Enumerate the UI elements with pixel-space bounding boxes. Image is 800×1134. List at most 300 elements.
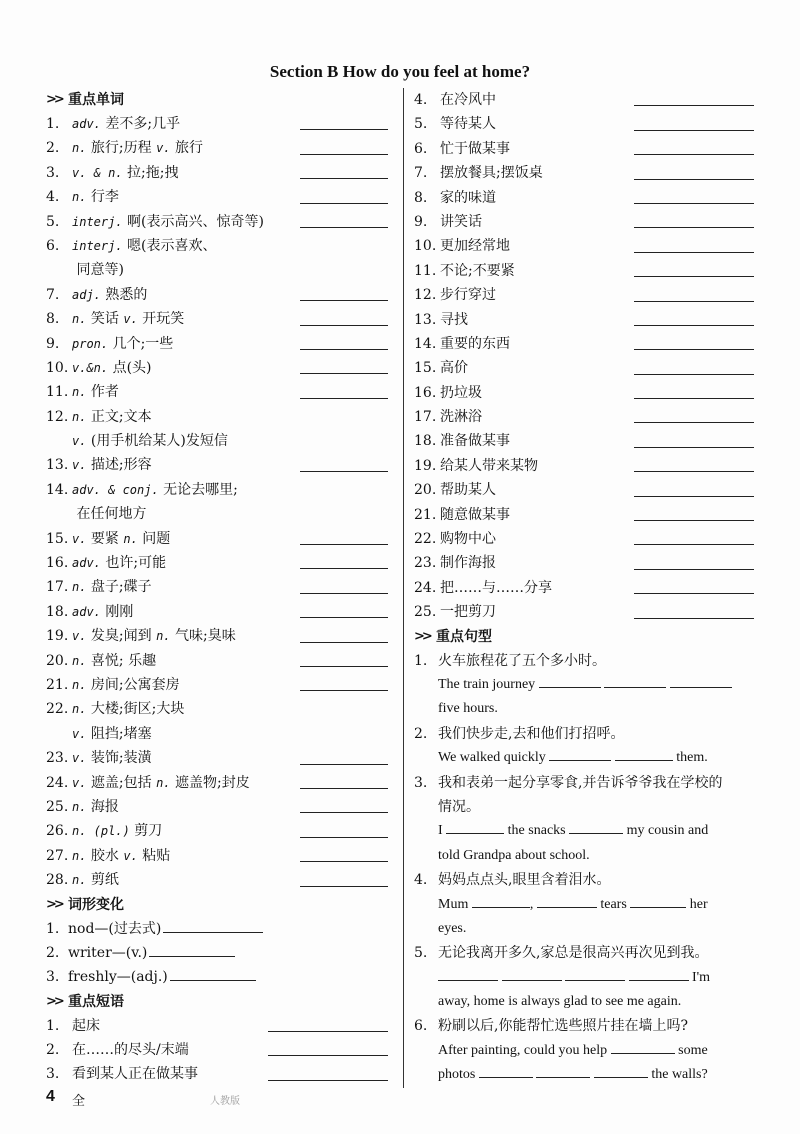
item-number: 12. [46, 408, 69, 425]
item-number: 17. [414, 409, 437, 426]
phrase-meaning: 摆放餐具;摆饭桌 [440, 165, 543, 182]
meaning: 点(头) [112, 359, 152, 376]
answer-blank[interactable] [634, 179, 754, 180]
item-number: 18. [414, 433, 437, 450]
answer-blank[interactable] [300, 886, 388, 887]
meaning: 差不多;几乎 [105, 116, 181, 132]
answer-blank[interactable] [268, 1031, 388, 1032]
word-row [46, 356, 388, 380]
part-of-speech: n. [72, 799, 87, 814]
answer-blank[interactable] [630, 893, 686, 908]
answer-blank[interactable] [611, 1039, 675, 1054]
sentence-en: photos the walls? [414, 1063, 754, 1087]
phrase-row [414, 478, 754, 502]
part-of-speech: n. (pl.) [72, 824, 130, 839]
answer-blank[interactable] [634, 618, 754, 619]
phrase-row [414, 600, 754, 624]
item-number: 18. [46, 603, 69, 620]
answer-blank[interactable] [300, 764, 388, 765]
meaning: 喜悦; 乐趣 [90, 652, 157, 669]
word-row [46, 185, 388, 209]
answer-blank[interactable] [634, 130, 754, 131]
answer-blank[interactable] [300, 129, 388, 130]
answer-blank[interactable] [634, 325, 754, 326]
item-number: 14. [46, 481, 69, 498]
phrase-meaning: 洗淋浴 [440, 409, 482, 426]
phrase-meaning: 讲笑话 [440, 213, 482, 230]
item-number: 2. [46, 944, 60, 961]
answer-blank[interactable] [472, 893, 530, 908]
meaning: 剪刀 [134, 823, 163, 840]
answer-blank[interactable] [634, 252, 754, 253]
item-number: 13. [414, 311, 437, 328]
page-number: 4 [46, 1088, 55, 1105]
meaning: 旅行;历程 [90, 140, 152, 157]
item-number: 7. [414, 165, 428, 182]
part-of-speech: n. [72, 653, 87, 668]
answer-blank[interactable] [170, 966, 256, 981]
item-number: 14. [414, 335, 437, 352]
phrase-row [414, 381, 754, 405]
answer-blank[interactable] [268, 1055, 388, 1056]
meaning: 同意等) [76, 262, 124, 279]
part-of-speech: pron. [72, 336, 109, 351]
item-number: 11. [414, 262, 437, 279]
answer-blank[interactable] [634, 105, 754, 106]
answer-blank[interactable] [634, 520, 754, 521]
phrase-meaning: 寻找 [440, 311, 468, 328]
word-row [46, 161, 388, 185]
part-of-speech: v.&n. [72, 360, 109, 375]
part-of-speech: n. [72, 190, 87, 205]
item-number: 2. [46, 140, 60, 157]
phrase-row [414, 137, 754, 161]
answer-blank[interactable] [634, 544, 754, 545]
meaning: 装饰;装潢 [90, 750, 152, 767]
sentence-en: The train journey [414, 673, 754, 697]
answer-blank[interactable] [634, 374, 754, 375]
phrase-row [414, 405, 754, 429]
answer-blank[interactable] [300, 178, 388, 179]
meaning: 气味;臭味 [174, 628, 236, 645]
sentence-cn: 情况。 [438, 798, 480, 815]
item-number: 24. [46, 774, 69, 791]
double-chevron-icon: >> [46, 896, 62, 912]
meaning: 熟悉的 [105, 286, 148, 303]
word-row [46, 453, 388, 477]
meaning: 盘子;碟子 [90, 579, 152, 596]
sentence-cn: 6. 粉刷以后,你能帮忙选些照片挂在墙上吗? [414, 1018, 688, 1035]
answer-blank[interactable] [300, 568, 388, 569]
phrase-meaning: 起床 [72, 1017, 100, 1034]
phrase-meaning: 在冷风中 [440, 92, 496, 108]
part-of-speech: v. [72, 434, 87, 449]
right-column [414, 88, 754, 1088]
meaning: 要紧 [90, 530, 119, 547]
item-number: 1. [46, 1017, 60, 1034]
item-number: 17. [46, 579, 69, 596]
answer-blank[interactable] [604, 673, 666, 688]
item-number: 5. [46, 213, 60, 230]
word-row [46, 673, 388, 697]
part-of-speech: n. [72, 848, 87, 863]
word-list [46, 112, 388, 893]
part-of-speech: n. [156, 775, 171, 790]
meaning: 发臭;闻到 [90, 628, 152, 645]
phrase-row [414, 234, 754, 258]
phrase-row [414, 576, 754, 600]
phrase-meaning: 看到某人正在做某事 [72, 1066, 198, 1083]
phrase-meaning: 制作海报 [440, 555, 496, 572]
answer-blank[interactable] [594, 1063, 648, 1078]
meaning: 正文;文本 [90, 408, 152, 425]
answer-blank[interactable] [536, 1063, 590, 1078]
answer-blank[interactable] [629, 966, 689, 981]
phrase-meaning: 扔垃圾 [440, 384, 482, 401]
answer-blank[interactable] [438, 966, 498, 981]
answer-blank[interactable] [539, 673, 601, 688]
item-number: 13. [46, 457, 69, 474]
phrase-row [414, 88, 754, 112]
answer-blank[interactable] [634, 203, 754, 204]
answer-blank[interactable] [300, 861, 388, 862]
sentence-cn: 4. 妈妈点点头,眼里含着泪水。 [414, 872, 611, 889]
double-chevron-icon: >> [414, 628, 430, 644]
meaning: 拉;拖;拽 [127, 164, 179, 181]
word-row [46, 649, 388, 673]
item-number: 15. [414, 360, 437, 377]
part-of-speech: v. [72, 751, 87, 766]
answer-blank[interactable] [300, 666, 388, 667]
answer-blank[interactable] [446, 819, 504, 834]
item-number: 22. [414, 531, 437, 548]
answer-blank[interactable] [300, 837, 388, 838]
phrase-row [414, 527, 754, 551]
item-number: 6. [414, 140, 428, 157]
double-chevron-icon: >> [46, 92, 62, 107]
phrase-meaning: 家的味道 [440, 189, 496, 206]
meaning: 嗯(表示喜欢、 [127, 237, 217, 254]
phrase-row [46, 1062, 388, 1086]
phrase-row [414, 283, 754, 307]
word-row [46, 210, 388, 234]
part-of-speech: v. [72, 531, 87, 546]
answer-blank[interactable] [634, 593, 754, 594]
meaning: 遮盖;包括 [90, 774, 152, 791]
item-number: 25. [414, 604, 437, 621]
word-row [46, 551, 388, 575]
word-row [46, 234, 388, 258]
answer-blank[interactable] [479, 1063, 533, 1078]
phrase-meaning: 在……的尽头/末端 [72, 1042, 189, 1059]
part-of-speech: interj. [72, 238, 123, 253]
sentence-en: I the snacks my cousin and [414, 819, 754, 843]
answer-blank[interactable] [634, 447, 754, 448]
meaning: 作者 [90, 384, 119, 401]
item-number: 10. [414, 238, 437, 255]
item-number: 26. [46, 823, 69, 840]
meaning: 海报 [90, 798, 119, 815]
answer-blank[interactable] [502, 966, 562, 981]
meaning: 描述;形容 [90, 457, 152, 474]
item-number: 28. [46, 872, 69, 889]
word-row [46, 478, 388, 502]
answer-blank[interactable] [300, 788, 388, 789]
word-row [46, 624, 388, 648]
item-number: 3. [46, 1066, 60, 1083]
word-form-row [46, 941, 388, 965]
meaning: 在任何地方 [76, 506, 147, 523]
phrase-meaning: 更加经常地 [440, 238, 510, 255]
part-of-speech: v. [123, 312, 138, 327]
meaning: 剪纸 [90, 872, 119, 889]
left-column [46, 88, 388, 1087]
footer-glyph: 全 [72, 1094, 86, 1109]
item-number: 3. [46, 969, 60, 986]
phrase-list-left [46, 1014, 388, 1087]
part-of-speech: adj. [72, 287, 101, 302]
phrase-row [414, 308, 754, 332]
word-row [46, 771, 388, 795]
meaning: 阻挡;堵塞 [90, 725, 152, 742]
sentence-en: Mum , tears her [414, 893, 754, 917]
answer-blank[interactable] [300, 373, 388, 374]
phrase-meaning: 重要的东西 [440, 335, 510, 352]
answer-blank[interactable] [163, 918, 263, 933]
section-heading-phrases: >> 重点短语 [46, 990, 388, 1014]
word-row [46, 502, 388, 526]
word-form-row [46, 965, 388, 989]
word-row [46, 722, 388, 746]
item-number: 11. [46, 384, 69, 401]
part-of-speech: n. [72, 312, 87, 327]
answer-blank[interactable] [300, 349, 388, 350]
meaning: 大楼;街区;大块 [90, 701, 185, 718]
phrase-row [46, 1038, 388, 1062]
answer-blank[interactable] [549, 746, 611, 761]
answer-blank[interactable] [565, 966, 625, 981]
phrase-row [414, 161, 754, 185]
word-row [46, 697, 388, 721]
item-number: 23. [414, 555, 437, 572]
phrase-meaning: 把……与……分享 [440, 579, 552, 596]
part-of-speech: v. [72, 726, 87, 741]
footer-faint-text: 人教版 [210, 1096, 240, 1107]
meaning: 胶水 [90, 847, 119, 864]
item-number: 7. [46, 286, 60, 303]
phrase-meaning: 帮助某人 [440, 482, 496, 499]
meaning: 旅行 [174, 140, 203, 157]
word-form-row [46, 917, 388, 941]
answer-blank[interactable] [634, 496, 754, 497]
item-number: 8. [46, 311, 60, 328]
answer-blank[interactable] [634, 349, 754, 350]
answer-blank[interactable] [300, 203, 388, 204]
word-form-list [46, 917, 388, 990]
item-number: 9. [414, 213, 428, 230]
item-number: 4. [414, 92, 428, 108]
meaning: 问题 [142, 530, 171, 547]
answer-blank[interactable] [300, 690, 388, 691]
part-of-speech: adv. [72, 604, 101, 619]
phrase-list-right [414, 88, 754, 625]
part-of-speech: n. [72, 580, 87, 595]
item-number: 3. [46, 164, 60, 181]
meaning: 行李 [90, 189, 119, 206]
part-of-speech: n. [72, 677, 87, 692]
sentence-en: away, home is always glad to see me again. [438, 994, 682, 1010]
part-of-speech: n. [72, 141, 87, 156]
meaning: 几个;一些 [112, 335, 174, 352]
answer-blank[interactable] [268, 1080, 388, 1081]
answer-blank[interactable] [300, 154, 388, 155]
phrase-meaning: 高价 [440, 360, 468, 377]
item-number: 2. [46, 1042, 60, 1059]
word-form-prompt: nod—(过去式) [68, 920, 162, 937]
item-number: 22. [46, 701, 69, 718]
sentence-cn: 3. 我和表弟一起分享零食,并告诉爷爷我在学校的 [414, 774, 723, 791]
item-number: 21. [46, 676, 69, 693]
phrase-row [414, 503, 754, 527]
word-row [46, 868, 388, 892]
word-row [46, 380, 388, 404]
meaning: 无论去哪里; [163, 481, 238, 498]
answer-blank[interactable] [300, 398, 388, 399]
phrase-row [414, 186, 754, 210]
phrase-row [414, 112, 754, 136]
word-form-prompt: freshly—(adj.) [68, 969, 168, 986]
answer-blank[interactable] [634, 301, 754, 302]
answer-blank[interactable] [634, 422, 754, 423]
part-of-speech: n. [72, 385, 87, 400]
double-chevron-icon: >> [46, 993, 62, 1009]
phrase-meaning: 等待某人 [440, 116, 496, 133]
answer-blank[interactable] [300, 617, 388, 618]
item-number: 5. [414, 116, 428, 133]
part-of-speech: v. [156, 141, 171, 156]
phrase-meaning: 不论;不要紧 [440, 262, 515, 279]
word-row [46, 575, 388, 599]
part-of-speech: n. [72, 873, 87, 888]
sentence-en: five hours. [438, 701, 498, 717]
phrase-row [414, 210, 754, 234]
item-number: 20. [414, 482, 437, 499]
word-row [46, 600, 388, 624]
sentence-en: We walked quickly them. [414, 746, 754, 770]
answer-blank[interactable] [300, 325, 388, 326]
item-number: 1. [46, 920, 60, 937]
word-row [46, 844, 388, 868]
item-number: 6. [46, 237, 60, 254]
item-number: 19. [46, 628, 69, 645]
meaning: 也许;可能 [105, 555, 167, 572]
meaning: 啊(表示高兴、惊奇等) [127, 213, 264, 230]
phrase-row [414, 551, 754, 575]
section-heading-sentences: >> 重点句型 [414, 625, 754, 649]
phrase-meaning: 购物中心 [440, 531, 496, 548]
meaning: 笑话 [90, 311, 119, 328]
answer-blank[interactable] [634, 569, 754, 570]
phrase-meaning: 一把剪刀 [440, 604, 496, 621]
answer-blank[interactable] [634, 227, 754, 228]
sentence-en: eyes. [438, 920, 467, 936]
part-of-speech: n. [156, 629, 171, 644]
phrase-row [46, 1014, 388, 1038]
meaning: 遮盖物;封皮 [174, 774, 250, 791]
answer-blank[interactable] [300, 227, 388, 228]
part-of-speech: v. [123, 848, 138, 863]
answer-blank[interactable] [300, 471, 388, 472]
word-row [46, 819, 388, 843]
answer-blank[interactable] [300, 642, 388, 643]
part-of-speech: adv. [72, 117, 101, 131]
word-row [46, 136, 388, 160]
item-number: 27. [46, 847, 69, 864]
phrase-row [414, 259, 754, 283]
part-of-speech: n. [72, 702, 87, 717]
word-row [46, 307, 388, 331]
part-of-speech: v. [72, 775, 87, 790]
answer-blank[interactable] [615, 746, 673, 761]
section-heading-words: >> 重点单词 [46, 88, 388, 112]
meaning: 刚刚 [105, 603, 134, 620]
item-number: 19. [414, 457, 437, 474]
answer-blank[interactable] [300, 812, 388, 813]
word-row [46, 332, 388, 356]
item-number: 12. [414, 287, 437, 304]
item-number: 9. [46, 335, 60, 352]
answer-blank[interactable] [634, 154, 754, 155]
item-number: 10. [46, 359, 69, 376]
item-number: 16. [46, 555, 69, 572]
word-row [46, 283, 388, 307]
meaning: 粘贴 [142, 847, 171, 864]
word-row [46, 405, 388, 429]
item-number: 4. [46, 189, 60, 206]
meaning: (用手机给某人)发短信 [90, 433, 228, 450]
answer-blank[interactable] [537, 893, 597, 908]
answer-blank[interactable] [569, 819, 623, 834]
phrase-meaning: 准备做某事 [440, 433, 510, 450]
answer-blank[interactable] [300, 593, 388, 594]
item-number: 16. [414, 384, 437, 401]
sentence-cn: 2. 我们快步走,去和他们打招呼。 [414, 725, 625, 742]
phrase-meaning: 随意做某事 [440, 506, 510, 523]
item-number: 8. [414, 189, 428, 206]
sentence-en: After painting, could you help some [414, 1039, 754, 1063]
item-number: 15. [46, 530, 69, 547]
answer-blank[interactable] [149, 942, 235, 957]
answer-blank[interactable] [670, 673, 732, 688]
phrase-row [414, 454, 754, 478]
item-number: 21. [414, 506, 437, 523]
word-row [46, 527, 388, 551]
answer-blank[interactable] [634, 398, 754, 399]
word-row [46, 795, 388, 819]
phrase-row [414, 332, 754, 356]
item-number: 24. [414, 579, 437, 596]
page-title: Section B How do you feel at home? [269, 62, 531, 81]
answer-blank[interactable] [300, 300, 388, 301]
answer-blank[interactable] [634, 276, 754, 277]
answer-blank[interactable] [300, 544, 388, 545]
word-row [46, 429, 388, 453]
phrase-row [414, 356, 754, 380]
meaning: 开玩笑 [142, 311, 185, 328]
sentence-en: I'm [414, 966, 754, 990]
answer-blank[interactable] [634, 471, 754, 472]
part-of-speech: n. [72, 409, 87, 424]
